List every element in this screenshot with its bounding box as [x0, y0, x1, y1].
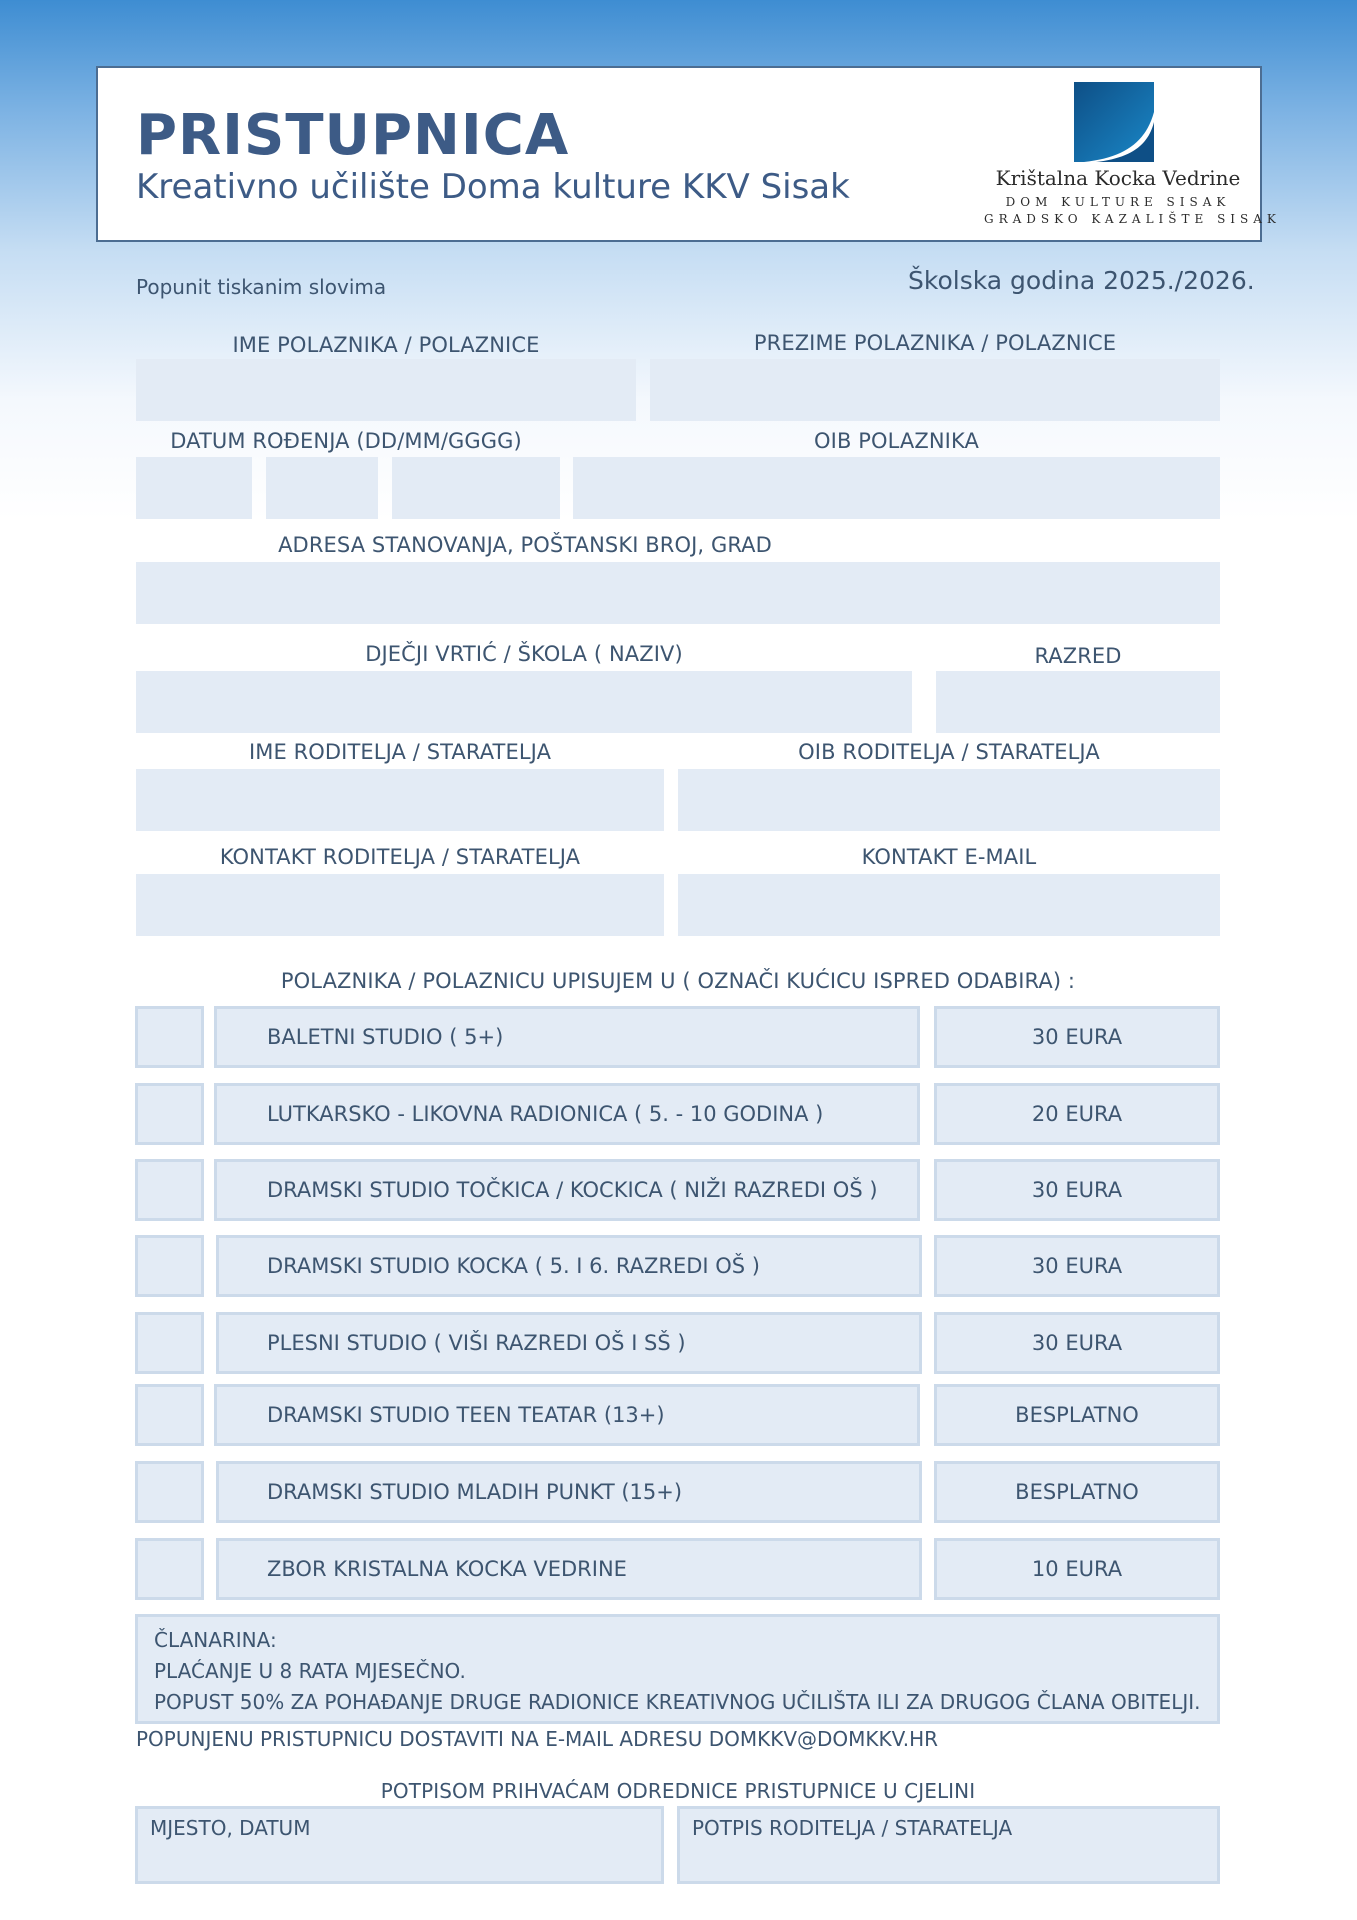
school-label: DJEČJI VRTIĆ / ŠKOLA ( NAZIV) — [365, 642, 683, 666]
last-name-label: PREZIME POLAZNIKA / POLAZNICE — [753, 331, 1117, 355]
program-checkbox[interactable] — [135, 1312, 204, 1374]
birth-month-field[interactable] — [266, 457, 378, 519]
enroll-heading: POLAZNIKA / POLAZNICU UPISUJEM U ( OZNAČI KUĆICU ISPRED ODABIRA) : — [280, 969, 1076, 993]
program-checkbox[interactable] — [135, 1159, 204, 1221]
program-name: DRAMSKI STUDIO KOCKA ( 5. I 6. RAZREDI OŠ ) — [267, 1254, 760, 1278]
program-checkbox[interactable] — [135, 1461, 204, 1523]
membership-box — [135, 1614, 1220, 1724]
parent-name-label: IME RODITELJA / STARATELJA — [248, 740, 552, 764]
place-date-label: MJESTO, DATUM — [150, 1816, 311, 1840]
parent-signature-field[interactable] — [677, 1806, 1220, 1884]
first-name-field[interactable] — [136, 359, 636, 421]
program-checkbox[interactable] — [135, 1384, 204, 1446]
signature-note: POTPISOM PRIHVAĆAM ODREDNICE PRISTUPNICE U CJELINI — [380, 1779, 976, 1803]
program-price-cell — [934, 1461, 1220, 1523]
place-date-field[interactable] — [135, 1806, 664, 1884]
logo-name: Krištalna Kocka Vedrine — [995, 166, 1241, 190]
program-name-cell — [214, 1083, 920, 1145]
parent-contact-field[interactable] — [136, 874, 664, 936]
membership-title: ČLANARINA: — [154, 1628, 277, 1652]
program-price-cell — [934, 1006, 1220, 1068]
program-checkbox[interactable] — [135, 1538, 204, 1600]
program-checkbox[interactable] — [135, 1235, 204, 1297]
email-note: POPUNJENU PRISTUPNICU DOSTAVITI NA E-MAIL ADRESU DOMKKV@DOMKKV.HR — [136, 1727, 939, 1751]
program-price: BESPLATNO — [1015, 1480, 1139, 1504]
logo-subtitle-kazaliste: GRADSKO KAZALIŠTE SISAK — [984, 212, 1281, 226]
program-name-cell — [216, 1461, 922, 1523]
program-name-cell — [214, 1384, 920, 1446]
membership-installments: PLAĆANJE U 8 RATA MJESEČNO. — [154, 1659, 466, 1683]
program-price-cell — [934, 1384, 1220, 1446]
program-price-cell — [934, 1159, 1220, 1221]
program-name: DRAMSKI STUDIO TEEN TEATAR (13+) — [267, 1403, 665, 1427]
program-name-cell — [214, 1159, 920, 1221]
program-checkbox[interactable] — [135, 1006, 204, 1068]
parent-oib-field[interactable] — [678, 769, 1220, 831]
program-name: PLESNI STUDIO ( VIŠI RAZREDI OŠ I SŠ ) — [267, 1331, 686, 1355]
program-price-cell — [934, 1235, 1220, 1297]
program-checkbox[interactable] — [135, 1083, 204, 1145]
program-name: BALETNI STUDIO ( 5+) — [267, 1025, 504, 1049]
school-field[interactable] — [136, 671, 912, 733]
first-name-label: IME POLAZNIKA / POLAZNICE — [232, 333, 540, 357]
birth-day-field[interactable] — [136, 457, 252, 519]
program-price: BESPLATNO — [1015, 1403, 1139, 1427]
oib-field[interactable] — [573, 457, 1220, 519]
address-field[interactable] — [136, 562, 1220, 624]
membership-discount: POPUST 50% ZA POHAĐANJE DRUGE RADIONICE KREATIVNOG UČILIŠTA ILI ZA DRUGOG ČLANA OBITELJI. — [154, 1690, 1201, 1714]
program-name: ZBOR KRISTALNA KOCKA VEDRINE — [267, 1557, 627, 1581]
email-label: KONTAKT E-MAIL — [861, 845, 1037, 869]
email-field[interactable] — [678, 874, 1220, 936]
last-name-field[interactable] — [650, 359, 1220, 421]
birth-year-field[interactable] — [392, 457, 560, 519]
program-price: 20 EURA — [1031, 1102, 1123, 1126]
program-price: 10 EURA — [1031, 1557, 1123, 1581]
grade-label: RAZRED — [1034, 644, 1122, 668]
program-price-cell — [934, 1538, 1220, 1600]
program-name: DRAMSKI STUDIO TOČKICA / KOCKICA ( NIŽI RAZREDI OŠ ) — [267, 1178, 878, 1202]
kkv-logo-icon — [1074, 82, 1154, 162]
parent-contact-label: KONTAKT RODITELJA / STARATELJA — [219, 845, 581, 869]
parent-signature-label: POTPIS RODITELJA / STARATELJA — [692, 1816, 1013, 1840]
logo-subtitle-dom: DOM KULTURE SISAK — [1005, 195, 1231, 209]
program-name-cell — [216, 1235, 922, 1297]
program-name-cell — [216, 1538, 922, 1600]
program-price-cell — [934, 1312, 1220, 1374]
program-name-cell — [214, 1006, 920, 1068]
program-name-cell — [216, 1312, 922, 1374]
instruction-text: Popunit tiskanim slovima — [136, 275, 387, 299]
form-title: PRISTUPNICA — [136, 103, 570, 168]
program-price: 30 EURA — [1031, 1025, 1123, 1049]
program-price: 30 EURA — [1031, 1254, 1123, 1278]
program-name: DRAMSKI STUDIO MLADIH PUNKT (15+) — [267, 1480, 683, 1504]
school-year: Školska godina 2025./2026. — [908, 266, 1255, 295]
program-price-cell — [934, 1083, 1220, 1145]
oib-label: OIB POLAZNIKA — [814, 429, 979, 453]
address-label: ADRESA STANOVANJA, POŠTANSKI BROJ, GRAD — [278, 533, 772, 557]
grade-field[interactable] — [936, 671, 1220, 733]
form-header — [96, 66, 1281, 242]
program-name: LUTKARSKO - LIKOVNA RADIONICA ( 5. - 10 GODINA ) — [267, 1102, 824, 1126]
form-subtitle: Kreativno učilište Doma kulture KKV Sisak — [136, 167, 850, 207]
program-price: 30 EURA — [1031, 1331, 1123, 1355]
parent-oib-label: OIB RODITELJA / STARATELJA — [798, 740, 1100, 764]
birth-date-label: DATUM ROĐENJA (DD/MM/GGGG) — [170, 429, 522, 453]
program-price: 30 EURA — [1031, 1178, 1123, 1202]
parent-name-field[interactable] — [136, 769, 664, 831]
